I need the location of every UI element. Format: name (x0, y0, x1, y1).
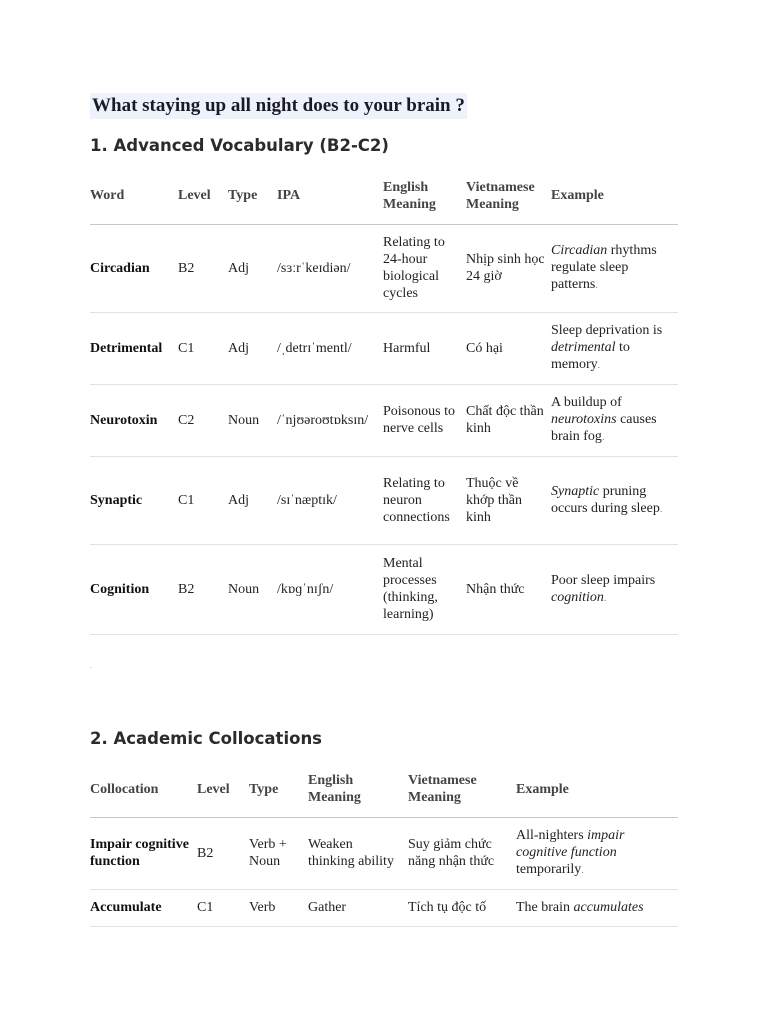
type-cell: Adj (228, 456, 277, 544)
page-title: What staying up all night does to your brain ? (90, 93, 467, 119)
example-period: . (595, 280, 598, 291)
column-header: Level (197, 762, 249, 817)
english-meaning-cell: Relating to 24-hour biological cycles (383, 224, 466, 312)
vietnamese-meaning-cell: Suy giảm chức năng nhận thức (408, 817, 516, 889)
column-header: Type (249, 762, 308, 817)
column-header: IPA (277, 168, 383, 224)
ipa-cell: /sɜːrˈkeɪdiən/ (277, 224, 383, 312)
example-text: temporarily (516, 862, 582, 877)
type-cell: Noun (228, 384, 277, 456)
vietnamese-meaning-cell: Có hại (466, 312, 551, 384)
level-cell: B2 (178, 544, 228, 634)
column-header: Example (516, 762, 678, 817)
example-emphasis: cognition (551, 589, 604, 605)
example-period: . (601, 432, 605, 443)
example-cell (516, 889, 678, 926)
example-emphasis: detrimental (551, 340, 616, 355)
english-meaning-cell: Mental processes (thinking, learning) (383, 544, 466, 634)
ipa-cell: /kɒɡˈnɪʃn/ (277, 544, 383, 634)
english-meaning-cell: Poisonous to nerve cells (383, 384, 466, 456)
vietnamese-meaning-cell: Nhịp sinh học 24 giờ (466, 224, 551, 312)
column-header: English Meaning (308, 762, 408, 817)
example-text: Poor sleep impairs (551, 572, 656, 588)
level-cell: B2 (197, 817, 249, 889)
type-cell: Verb (249, 889, 308, 926)
example-text: rhythms regulate sleep patterns (551, 243, 657, 292)
column-header: Level (178, 168, 228, 224)
word-cell: Detrimental (90, 312, 178, 384)
example-period: . (659, 503, 663, 515)
example-cell (551, 312, 678, 384)
example-emphasis: impair cognitive function (516, 828, 625, 860)
ipa-cell: /ˌdetrɪˈmentl/ (277, 312, 383, 384)
section-heading-vocabulary: 1. Advanced Vocabulary (B2-C2) (90, 136, 389, 155)
example-text: The brain (516, 899, 574, 915)
table-row (90, 817, 678, 889)
example-cell (551, 544, 678, 634)
type-cell: Adj (228, 224, 277, 312)
table-header-row (90, 168, 678, 224)
example-text: pruning occurs during sleep (551, 483, 660, 516)
level-cell: B2 (178, 224, 228, 312)
ipa-cell: /sɪˈnæptɪk/ (277, 456, 383, 544)
table-row (90, 544, 678, 634)
column-header: Vietnamese Meaning (408, 762, 516, 817)
english-meaning-cell: Gather (308, 889, 408, 926)
vietnamese-meaning-cell: Tích tụ độc tố (408, 889, 516, 926)
example-cell (551, 456, 678, 544)
level-cell: C2 (178, 384, 228, 456)
type-cell: Noun (228, 544, 277, 634)
word-cell: Synaptic (90, 456, 178, 544)
column-header: Example (551, 168, 678, 224)
example-cell (551, 224, 678, 312)
type-cell: Adj (228, 312, 277, 384)
table-row (90, 312, 678, 384)
stray-mark: . (90, 660, 93, 670)
example-cell (516, 817, 678, 889)
word-cell: Circadian (90, 224, 178, 312)
example-period: . (597, 360, 601, 371)
vietnamese-meaning-cell: Chất độc thần kinh (466, 384, 551, 456)
column-header: Type (228, 168, 277, 224)
example-emphasis: Circadian (551, 243, 608, 258)
ipa-cell: /ˈnjʊəroʊtɒksɪn/ (277, 384, 383, 456)
example-text: Sleep deprivation is (551, 323, 663, 338)
level-cell: C1 (197, 889, 249, 926)
example-emphasis: accumulates (573, 899, 644, 915)
column-header: English Meaning (383, 168, 466, 224)
example-text: A buildup of (551, 395, 622, 410)
table-row (90, 384, 678, 456)
example-emphasis: Synaptic (551, 483, 600, 499)
table-header-row (90, 762, 678, 817)
english-meaning-cell: Weaken thinking ability (308, 817, 408, 889)
type-cell: Verb + Noun (249, 817, 308, 889)
column-header: Vietnamese Meaning (466, 168, 551, 224)
vietnamese-meaning-cell: Thuộc về khớp thần kinh (466, 456, 551, 544)
table-row (90, 224, 678, 312)
example-period: . (603, 592, 607, 604)
example-text: All-nighters (516, 828, 588, 843)
word-cell: Neurotoxin (90, 384, 178, 456)
level-cell: C1 (178, 456, 228, 544)
column-header: Collocation (90, 762, 197, 817)
column-header: Word (90, 168, 178, 224)
collocations-table (90, 762, 678, 927)
example-text: causes brain fog (551, 412, 657, 444)
level-cell: C1 (178, 312, 228, 384)
table-row (90, 889, 678, 926)
example-period: . (581, 865, 584, 876)
english-meaning-cell: Relating to neuron connections (383, 456, 466, 544)
example-emphasis: neurotoxins (551, 412, 617, 427)
collocation-cell: Accumulate (90, 889, 197, 926)
vietnamese-meaning-cell: Nhận thức (466, 544, 551, 634)
section-heading-collocations: 2. Academic Collocations (90, 729, 323, 748)
example-cell (551, 384, 678, 456)
vocabulary-table (90, 168, 678, 635)
example-text: to memory (551, 340, 630, 372)
table-row (90, 456, 678, 544)
word-cell: Cognition (90, 544, 178, 634)
english-meaning-cell: Harmful (383, 312, 466, 384)
collocation-cell: Impair cognitive function (90, 817, 197, 889)
